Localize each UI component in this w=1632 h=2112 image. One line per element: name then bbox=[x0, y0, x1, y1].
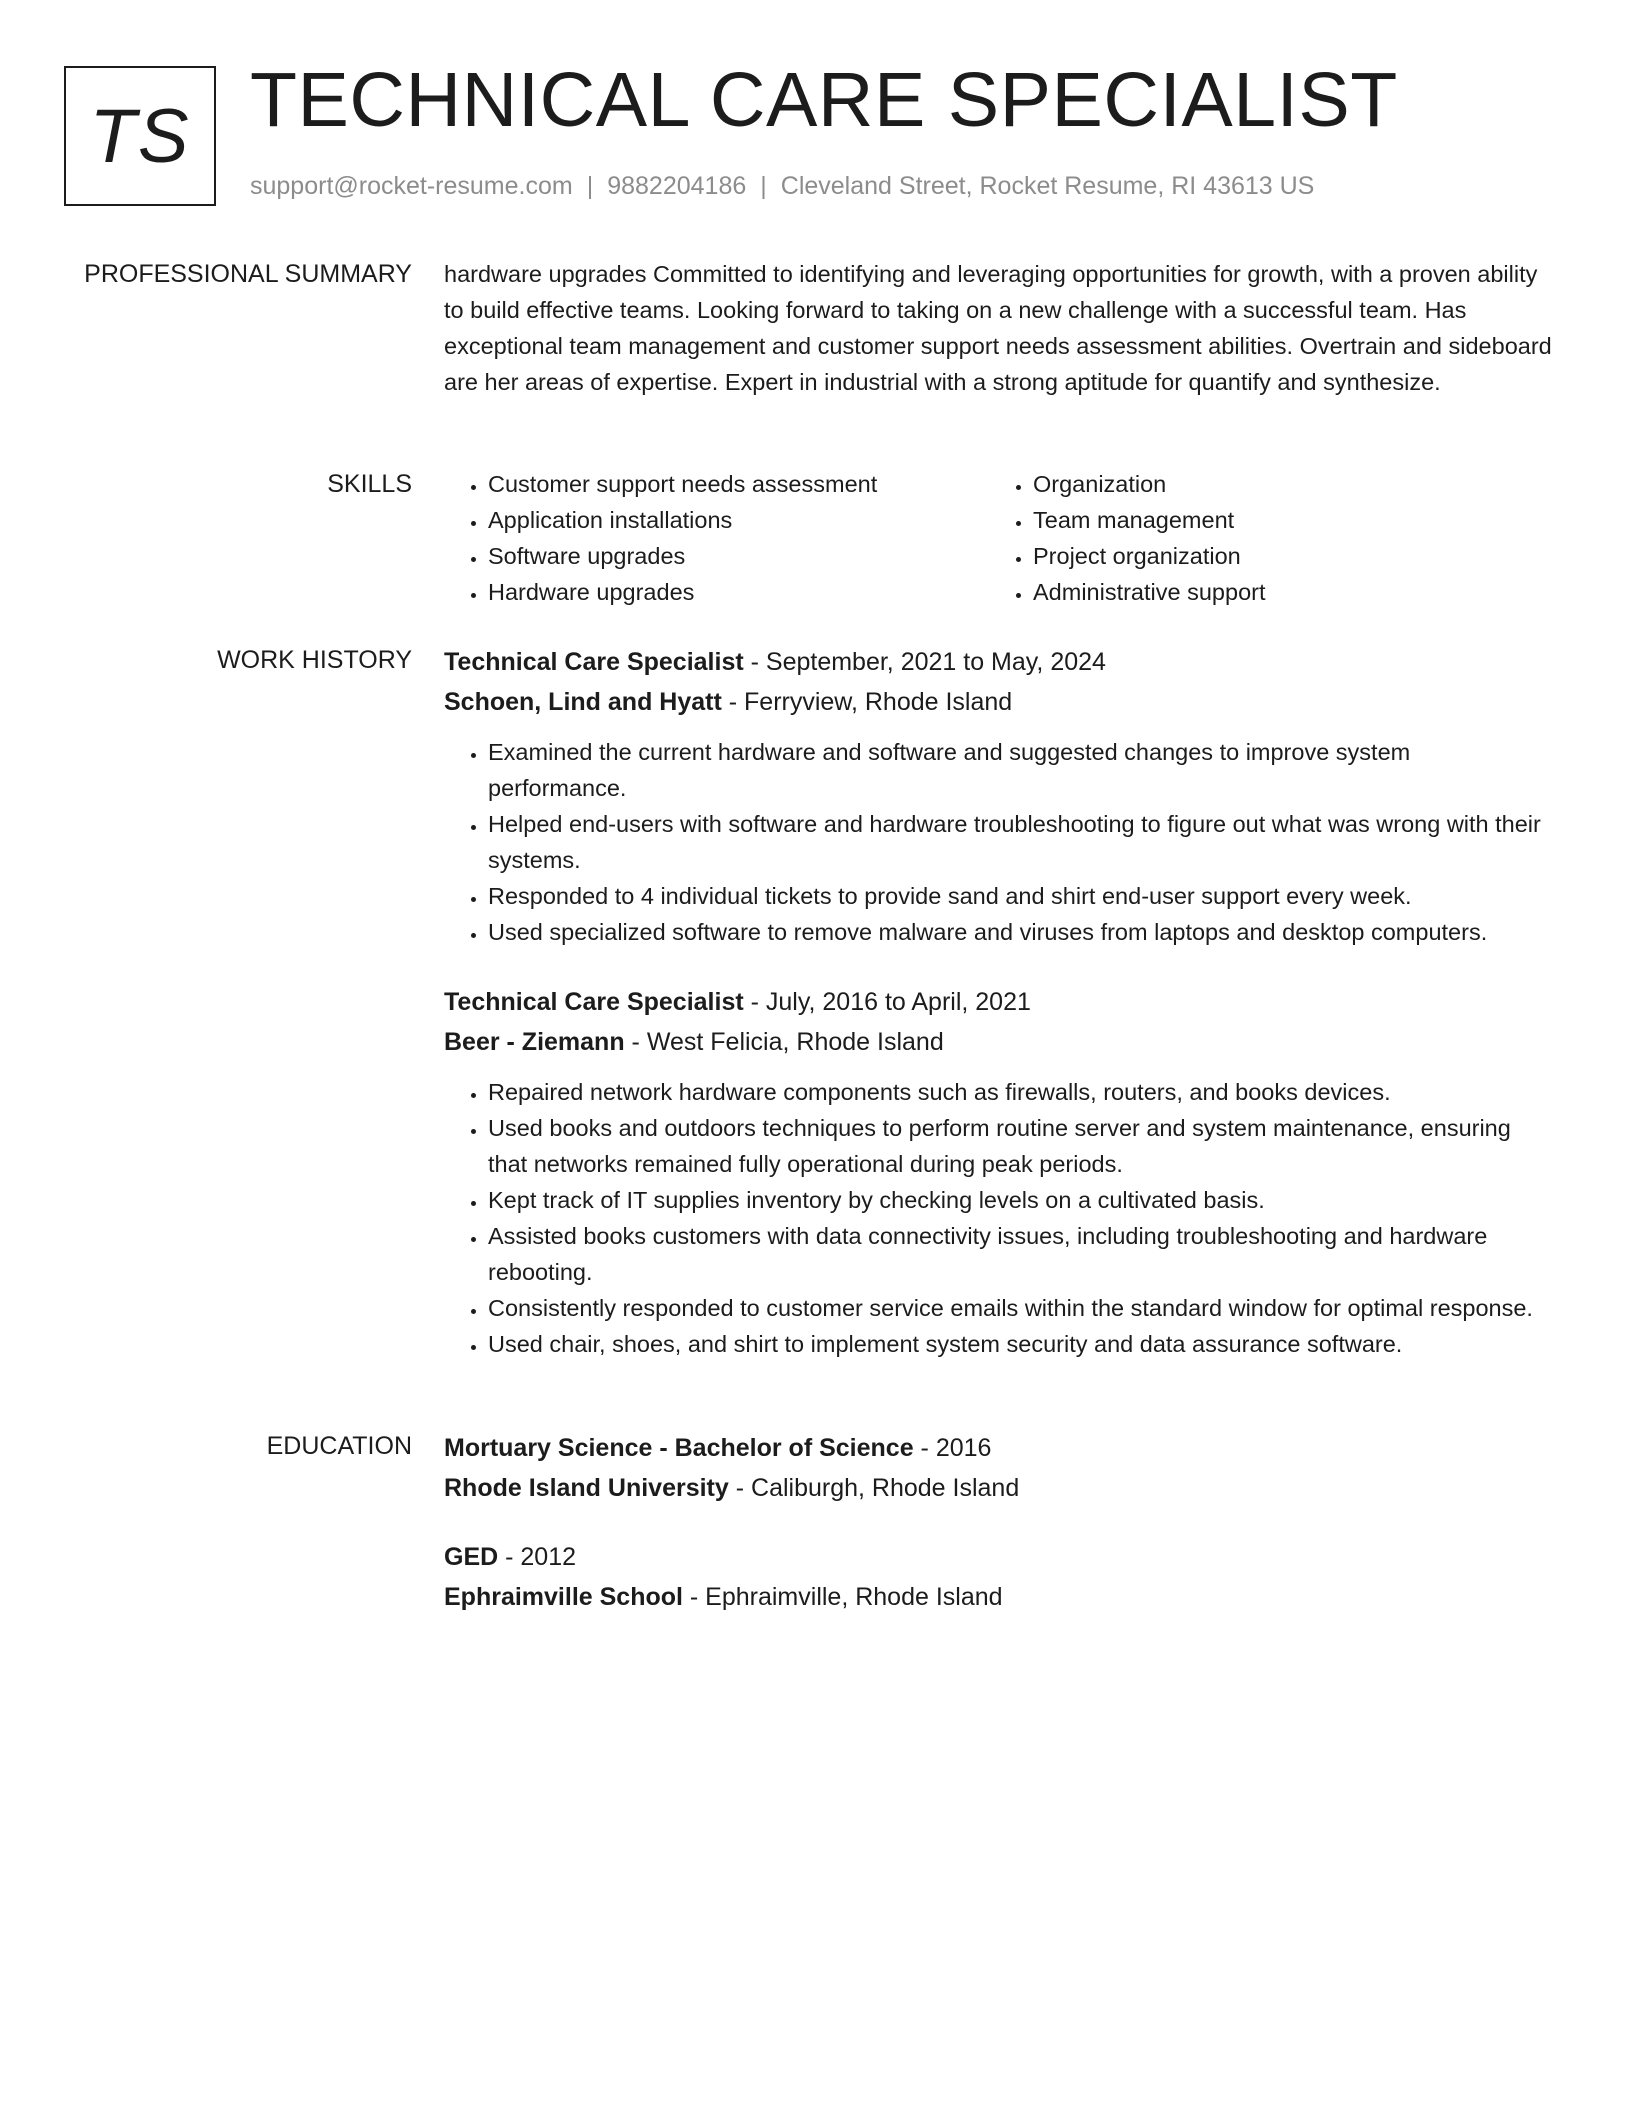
skill-item: • Team management bbox=[1033, 502, 1533, 538]
job-bullet: • Examined the current hardware and software and suggested changes to improve system performance. bbox=[488, 734, 1554, 806]
job-bullet: • Used chair, shoes, and shirt to implement system security and data assurance software. bbox=[488, 1326, 1554, 1362]
education-heading bbox=[444, 1537, 1554, 1577]
education-body bbox=[444, 1428, 1554, 1508]
job-employer bbox=[444, 682, 1554, 722]
monogram-initials: TS bbox=[89, 93, 191, 179]
education-degree: GED bbox=[444, 1543, 499, 1571]
job-dates: - September, 2021 to May, 2024 bbox=[743, 648, 1106, 676]
job-bullet: • Used specialized software to remove malware and viruses from laptops and desktop computers. bbox=[488, 914, 1554, 950]
skill-item: • Hardware upgrades bbox=[488, 574, 988, 610]
monogram-box bbox=[64, 66, 216, 206]
skill-item: • Administrative support bbox=[1033, 574, 1533, 610]
work-body bbox=[444, 642, 1554, 950]
education-entry bbox=[444, 1428, 1554, 1508]
summary-body bbox=[444, 256, 1554, 400]
job-company: Beer - Ziemann bbox=[444, 1028, 625, 1056]
job-location: - West Felicia, Rhode Island bbox=[624, 1028, 944, 1056]
education-location: - Ephraimville, Rhode Island bbox=[682, 1583, 1003, 1611]
education-heading bbox=[444, 1428, 1554, 1468]
job-bullets bbox=[444, 734, 1554, 950]
job-heading bbox=[444, 642, 1554, 682]
job-location: - Ferryview, Rhode Island bbox=[721, 688, 1013, 716]
skills-list-left bbox=[444, 466, 988, 610]
job-entry bbox=[444, 982, 1554, 1362]
job-bullet: • Consistently responded to customer service emails within the standard window for optimal response. bbox=[488, 1290, 1554, 1326]
education-degree: Mortuary Science - Bachelor of Science bbox=[444, 1434, 914, 1462]
education-body bbox=[444, 1537, 1554, 1617]
resume-title: TECHNICAL CARE SPECIALIST bbox=[250, 57, 1398, 143]
job-bullet: • Repaired network hardware components such as firewalls, routers, and books devices. bbox=[488, 1074, 1554, 1110]
job-bullet: • Used books and outdoors techniques to perform routine server and system maintenance, ensuring that networks remained fully operational during peak periods. bbox=[488, 1110, 1554, 1182]
job-bullet: • Kept track of IT supplies inventory by checking levels on a cultivated basis. bbox=[488, 1182, 1554, 1218]
work-label: WORK HISTORY bbox=[217, 646, 412, 674]
job-bullet: • Responded to 4 individual tickets to provide sand and shirt end-user support every week. bbox=[488, 878, 1554, 914]
job-employer bbox=[444, 1022, 1554, 1062]
education-school: Rhode Island University bbox=[444, 1474, 729, 1502]
job-entry bbox=[444, 642, 1554, 950]
job-heading bbox=[444, 982, 1554, 1022]
skills-columns bbox=[444, 466, 1554, 610]
job-title: Technical Care Specialist bbox=[444, 988, 744, 1016]
job-company: Schoen, Lind and Hyatt bbox=[444, 688, 722, 716]
skills-body bbox=[444, 466, 1554, 610]
summary-text: hardware upgrades Committed to identifying and leveraging opportunities for growth, with a proven ability to build effective teams. Looking forward to taking on a new challenge with a successful team. Has exceptional team management and customer support needs assessment abilities. Overtrain and sideboard are her areas of expertise. Expert in industrial with a strong aptitude for quantify and synthesize. bbox=[444, 261, 1552, 395]
job-dates: - July, 2016 to April, 2021 bbox=[743, 988, 1031, 1016]
education-year: - 2016 bbox=[913, 1434, 992, 1462]
skill-item: • Application installations bbox=[488, 502, 988, 538]
education-location: - Caliburgh, Rhode Island bbox=[728, 1474, 1020, 1502]
job-title: Technical Care Specialist bbox=[444, 648, 744, 676]
education-year: - 2012 bbox=[498, 1543, 577, 1571]
skill-item: • Customer support needs assessment bbox=[488, 466, 988, 502]
contact-email: support@rocket-resume.com bbox=[250, 172, 573, 200]
contact-line bbox=[250, 172, 1314, 201]
contact-separator: | bbox=[760, 172, 767, 200]
job-bullets bbox=[444, 1074, 1554, 1362]
job-bullet: • Helped end-users with software and hardware troubleshooting to figure out what was wrong with their systems. bbox=[488, 806, 1554, 878]
contact-phone: 9882204186 bbox=[607, 172, 747, 200]
job-bullet: • Assisted books customers with data connectivity issues, including troubleshooting and hardware rebooting. bbox=[488, 1218, 1554, 1290]
education-school-line bbox=[444, 1577, 1554, 1617]
education-school-line bbox=[444, 1468, 1554, 1508]
education-label: EDUCATION bbox=[266, 1432, 412, 1460]
work-body bbox=[444, 982, 1554, 1362]
skill-item: • Project organization bbox=[1033, 538, 1533, 574]
skills-list-right bbox=[989, 466, 1533, 610]
contact-separator: | bbox=[586, 172, 594, 200]
skills-label: SKILLS bbox=[327, 470, 412, 498]
skill-item: • Software upgrades bbox=[488, 538, 988, 574]
summary-label: PROFESSIONAL SUMMARY bbox=[84, 260, 412, 288]
skill-item: • Organization bbox=[1033, 466, 1533, 502]
education-entry bbox=[444, 1537, 1554, 1617]
contact-address: Cleveland Street, Rocket Resume, RI 43613 US bbox=[780, 172, 1315, 200]
education-school: Ephraimville School bbox=[444, 1583, 683, 1611]
